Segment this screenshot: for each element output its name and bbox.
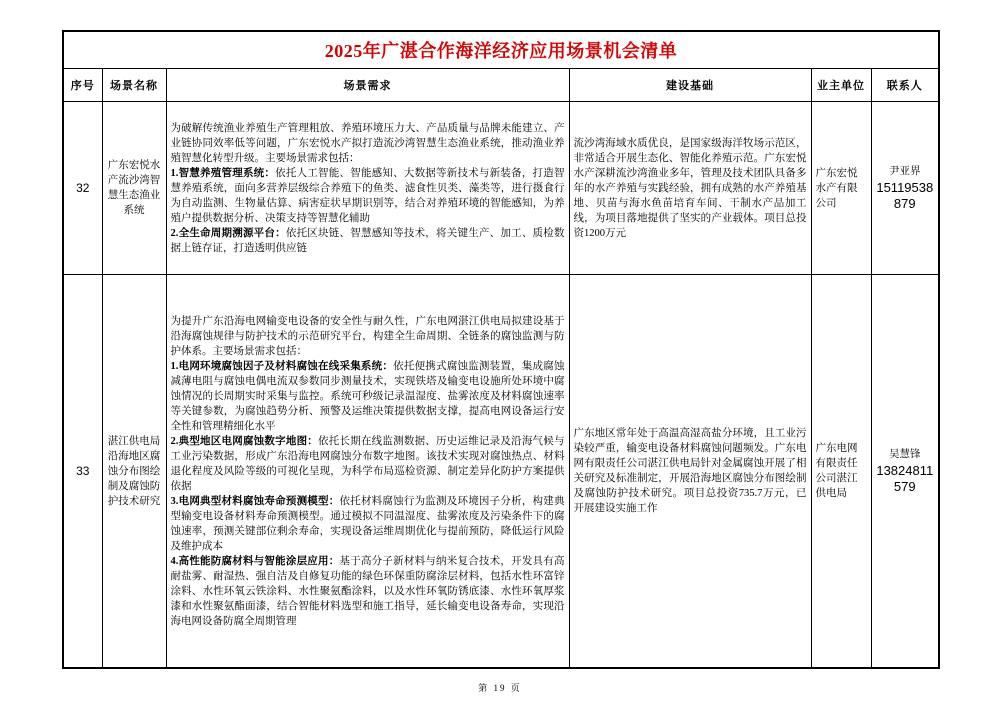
contact-name: 吴慧锋 <box>889 449 921 460</box>
col-header-construction-basis: 建设基础 <box>569 69 811 102</box>
cell-construction-basis: 广东地区常年处于高温高湿高盐分环境，且工业污染较严重，输变电设备材料腐蚀问题频发。广东电网有限责任公司湛江供电局针对金属腐蚀开展了相关研究及标准制定，开展沿海地区腐蚀分布图绘制及腐蚀防护技术研究。项目总投资735.7万元，已开展建设实施工作 <box>569 275 811 669</box>
table-row <box>63 102 939 275</box>
col-header-owner-unit: 业主单位 <box>811 69 871 102</box>
contact-phone: 15119538879 <box>876 180 934 211</box>
page-number: 第 19 页 <box>478 683 522 693</box>
demand-paragraph: 2.典型地区电网腐蚀数字地图：依托长期在线监测数据、历史运维记录及沿海气候与工业污染数据，形成广东沿海电网腐蚀分布数字地图。该技术实现对腐蚀热点、材料退化程度及风险等级的可视化呈现，为科学布局巡检资源、制定差异化防护方案提供依据 <box>170 435 565 492</box>
cell-contact <box>871 102 939 275</box>
col-header-contact: 联系人 <box>871 69 939 102</box>
demand-paragraph: 4.高性能防腐材料与智能涂层应用：基于高分子新材料与纳米复合技术，开发具有高耐盐雾、耐湿热、强自洁及自修复功能的绿色环保重防腐涂层材料，包括水性环富锌涂料、水性环氧云铁涂料、水性聚氨酯涂料，以及水性环氧防锈底漆、水性环氧厚浆漆和水性聚氨酯面漆，结合智能材料选型和施工指导，延长输变电设备寿命，实现沿海电网设备防腐全周期管理 <box>170 555 565 627</box>
cell-owner-unit: 广东电网有限责任公司湛江供电局 <box>811 275 871 669</box>
cell-scene-name: 广东宏悦水产流沙湾智慧生态渔业系统 <box>102 102 166 275</box>
cell-serial-number: 32 <box>63 102 102 275</box>
demand-paragraph: 为提升广东沿海电网输变电设备的安全性与耐久性，广东电网湛江供电局拟建设基于沿海腐蚀规律与防护技术的示范研究平台，构建全生命周期、全链条的腐蚀监测与防护体系。主要场景需求包括： <box>170 315 565 357</box>
col-header-scene-name: 场景名称 <box>102 69 166 102</box>
opportunity-table <box>62 30 940 669</box>
demand-paragraph: 2.全生命周期溯源平台：依托区块链、智慧感知等技术，将关键生产、加工、质检数据上链存证，打造透明供应链 <box>170 227 565 254</box>
table-row <box>63 275 939 669</box>
cell-contact <box>871 275 939 669</box>
demand-paragraph: 1.智慧养殖管理系统：依托人工智能、智能感知、大数据等新技术与新装备，打造智慧养殖系统，面向多营养层级综合养殖下的鱼类、滤食性贝类、藻类等，进行摄食行为自动监测、生物量估算、病害症状早期识别等，结合对养殖环境的智能感知，为养殖户提供数据分析、决策支持等智慧化辅助 <box>170 167 565 224</box>
table-header-row <box>63 69 939 102</box>
cell-scene-demand <box>166 102 569 275</box>
cell-serial-number: 33 <box>63 275 102 669</box>
contact-phone: 13824811579 <box>876 463 934 494</box>
col-header-no: 序号 <box>63 69 102 102</box>
cell-scene-demand <box>166 275 569 669</box>
demand-paragraph: 1.电网环境腐蚀因子及材料腐蚀在线采集系统：依托便携式腐蚀监测装置，集成腐蚀减薄电阻与腐蚀电偶电流双参数同步测量技术，实现铁塔及输变电设施所处环境中腐蚀情况的长周期实时采集与监控。系统可秒级记录温湿度、盐雾浓度及材料腐蚀速率等关键参数，为腐蚀趋势分析、预警及运维决策提供数据支撑，提高电网设备运行安全性和管理精细化水平 <box>170 360 565 432</box>
contact-name: 尹亚界 <box>889 166 921 177</box>
page-title: 2025年广湛合作海洋经济应用场景机会清单 <box>324 41 678 61</box>
cell-scene-name: 湛江供电局沿海地区腐蚀分布图绘制及腐蚀防护技术研究 <box>102 275 166 669</box>
cell-owner-unit: 广东宏悦水产有限公司 <box>811 102 871 275</box>
col-header-scene-demand: 场景需求 <box>166 69 569 102</box>
demand-paragraph: 3.电网典型材料腐蚀寿命预测模型：依托材料腐蚀行为监测及环境因子分析，构建典型输变电设备材料寿命预测模型。通过模拟不同温湿度、盐雾浓度及污染条件下的腐蚀速率，预测关键部位剩余寿命，实现设备运维周期优化与提前预防，降低运行风险及维护成本 <box>170 495 565 552</box>
demand-paragraph: 为破解传统渔业养殖生产管理粗放、养殖环境压力大、产品质量与品牌未能建立、产业链协同效率低等问题，广东宏悦水产拟打造流沙湾智慧生态渔业系统，推动渔业养殖智慧化转型升级。主要场景需求包括： <box>170 122 565 164</box>
cell-construction-basis: 流沙湾海域水质优良，是国家级海洋牧场示范区，非常适合开展生态化、智能化养殖示范。广东宏悦水产深耕流沙湾渔业多年，管理及技术团队具备多年的水产养殖与实践经验，拥有成熟的水产养殖基地、贝苗与海水鱼苗培育车间、干制水产品加工线，为项目落地提供了坚实的产业载体。项目总投资1200万元 <box>569 102 811 275</box>
title-row <box>63 31 939 69</box>
